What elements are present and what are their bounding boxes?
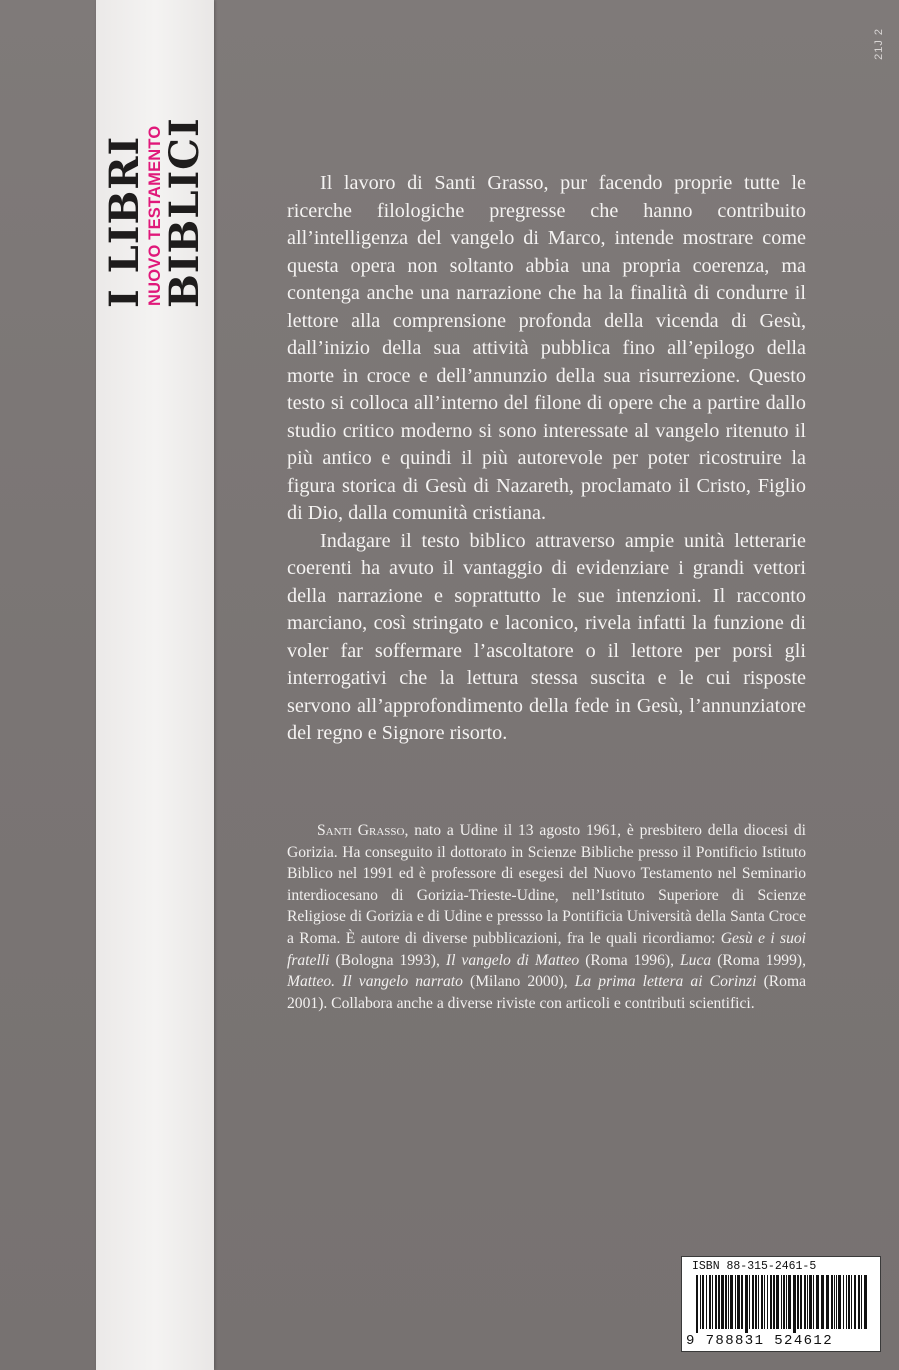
work-title: Matteo. Il vangelo narrato xyxy=(287,973,463,991)
catalog-code: 21J 2 xyxy=(873,28,885,60)
barcode-bar xyxy=(728,1275,729,1329)
bio-text: , nato a Udine il 13 agosto 1961, è presbitero della diocesi di Gorizia. Ha conseguito il dottorato in Scienze Bibliche presso il Pontificio Istituto Biblico nel 1991 ed è professore di esegesi del Nuovo Testamento nel Seminario interdiocesano di Gorizia-Trieste-Udine, nell’Istituto Superiore di Scienze Religiose di Gorizia e di Udine e pressso la Pontificia Università della Santa Croce a Roma. È autore di diverse pubblicazioni, fra le quali ricordiamo: xyxy=(287,822,806,947)
isbn-number: ISBN 88-315-2461-5 xyxy=(692,1260,817,1273)
barcode-bar xyxy=(702,1275,704,1329)
barcode-bar xyxy=(781,1275,782,1329)
description-paragraph-1: Il lavoro di Santi Grasso, pur facendo proprie tutte le ricerche filologiche pregresse che hanno contribuito all’intelligenza del vangelo di Marco, intende mostrare come questa opera non soltanto abbia una propria coerenza, ma contenga anche una narrazione che ha la finalità di condurre il lettore alla comprensione profonda della vicenda di Gesù, dall’inizio della sua attività pubblica fino all’epilogo della morte in croce e dell’annunzio della sua risurrezione. Questo testo si colloca all’interno del filone di opere che a partire dallo studio critico moderno si sono interessate al vangelo ritenuto il più antico e quindi il più autorevole per poter ricostruire la figura storica di Gesù di Nazareth, proclamato il Cristo, Figlio di Dio, dalla comunità cristiana. xyxy=(287,172,806,524)
barcode-bar xyxy=(804,1275,806,1329)
barcode-bar xyxy=(712,1275,713,1329)
barcode-label xyxy=(681,1256,881,1352)
series-line-i-libri: I LIBRI xyxy=(100,135,148,308)
barcode-bar xyxy=(800,1275,802,1329)
barcode-bar xyxy=(846,1275,847,1329)
barcode-bar xyxy=(776,1275,779,1329)
barcode-bar xyxy=(706,1275,707,1329)
barcode-bar xyxy=(831,1275,833,1329)
work-title: Gesù e i suoi fratelli xyxy=(287,929,806,969)
series-line-biblici: BIBLICI xyxy=(161,117,209,308)
barcode-bar xyxy=(758,1275,759,1329)
barcode-bars xyxy=(696,1275,872,1333)
barcode-bar xyxy=(737,1275,740,1329)
bio-text: (Bologna 1993), xyxy=(329,951,446,969)
barcode-bar xyxy=(786,1275,787,1329)
barcode-bar xyxy=(826,1275,829,1329)
bio-text: (Milano 2000), xyxy=(462,973,575,991)
barcode-bar xyxy=(696,1275,698,1333)
bio-text: (Roma 2001). Collabora anche a diverse riviste con articoli e contributi scientifici. xyxy=(287,973,807,1012)
barcode-bar xyxy=(797,1275,799,1329)
barcode-bar xyxy=(788,1275,791,1329)
barcode-bar xyxy=(721,1275,724,1329)
barcode-bar xyxy=(834,1275,835,1329)
barcode-bar xyxy=(836,1275,837,1329)
bio-text: (Roma 1999), xyxy=(711,951,806,969)
work-title: Luca xyxy=(680,951,712,969)
barcode-bar xyxy=(718,1275,720,1329)
barcode-bar xyxy=(816,1275,819,1329)
barcode-bar xyxy=(745,1275,748,1333)
barcode-bar xyxy=(861,1275,862,1329)
author-name: Santi Grasso xyxy=(317,822,405,839)
work-title: Il vangelo di Matteo xyxy=(445,951,580,969)
barcode-bar xyxy=(735,1275,736,1329)
barcode-bar xyxy=(755,1275,757,1329)
barcode-bar xyxy=(770,1275,772,1329)
ean-number: 9 788831 524612 xyxy=(686,1333,834,1349)
series-title xyxy=(96,78,214,308)
barcode-bar xyxy=(767,1275,768,1329)
barcode-bar xyxy=(700,1275,701,1329)
barcode-bar xyxy=(783,1275,785,1329)
barcode-bar xyxy=(807,1275,808,1329)
series-line-nuovo-testamento: NUOVO TESTAMENTO xyxy=(145,125,164,306)
barcode-bar xyxy=(761,1275,763,1329)
barcode-bar xyxy=(741,1275,743,1329)
barcode-bar xyxy=(851,1275,852,1329)
barcode-bar xyxy=(858,1275,860,1329)
barcode-bar xyxy=(813,1275,814,1329)
barcode-bar xyxy=(848,1275,850,1329)
work-title: La prima lettera ai Corinzi xyxy=(574,973,757,991)
barcode-bar xyxy=(773,1275,775,1329)
bio-text: (Roma 1996), xyxy=(579,951,680,969)
barcode-bar xyxy=(821,1275,824,1329)
barcode-bar xyxy=(864,1275,867,1329)
barcode-bar xyxy=(715,1275,717,1329)
barcode-bar xyxy=(749,1275,750,1329)
barcode-bar xyxy=(764,1275,765,1329)
description-paragraph-2: Indagare il testo biblico attraverso ampie unità letterarie coerenti ha avuto il vantaggio di evidenziare i grandi vettori della narrazione e soprattutto le sue intenzioni. Il racconto marciano, così stringato e laconico, rivela infatti la funzione di voler far soffermare l’ascoltatore o il lettore per porsi gli interrogativi che la lettura stessa suscita e le cui risposte servono all’approfondimento della fede in Gesù, l’annunziatore del regno e Signore risorto. xyxy=(287,529,806,744)
barcode-bar xyxy=(793,1275,796,1333)
barcode-bar xyxy=(752,1275,754,1329)
barcode-bar xyxy=(809,1275,812,1329)
author-bio xyxy=(287,820,806,1014)
barcode-bar xyxy=(730,1275,733,1329)
barcode-bar xyxy=(854,1275,856,1329)
barcode-bar xyxy=(843,1275,844,1329)
barcode-bar xyxy=(709,1275,711,1329)
barcode-bar xyxy=(725,1275,727,1329)
book-description xyxy=(287,170,806,748)
barcode-bar xyxy=(838,1275,841,1329)
